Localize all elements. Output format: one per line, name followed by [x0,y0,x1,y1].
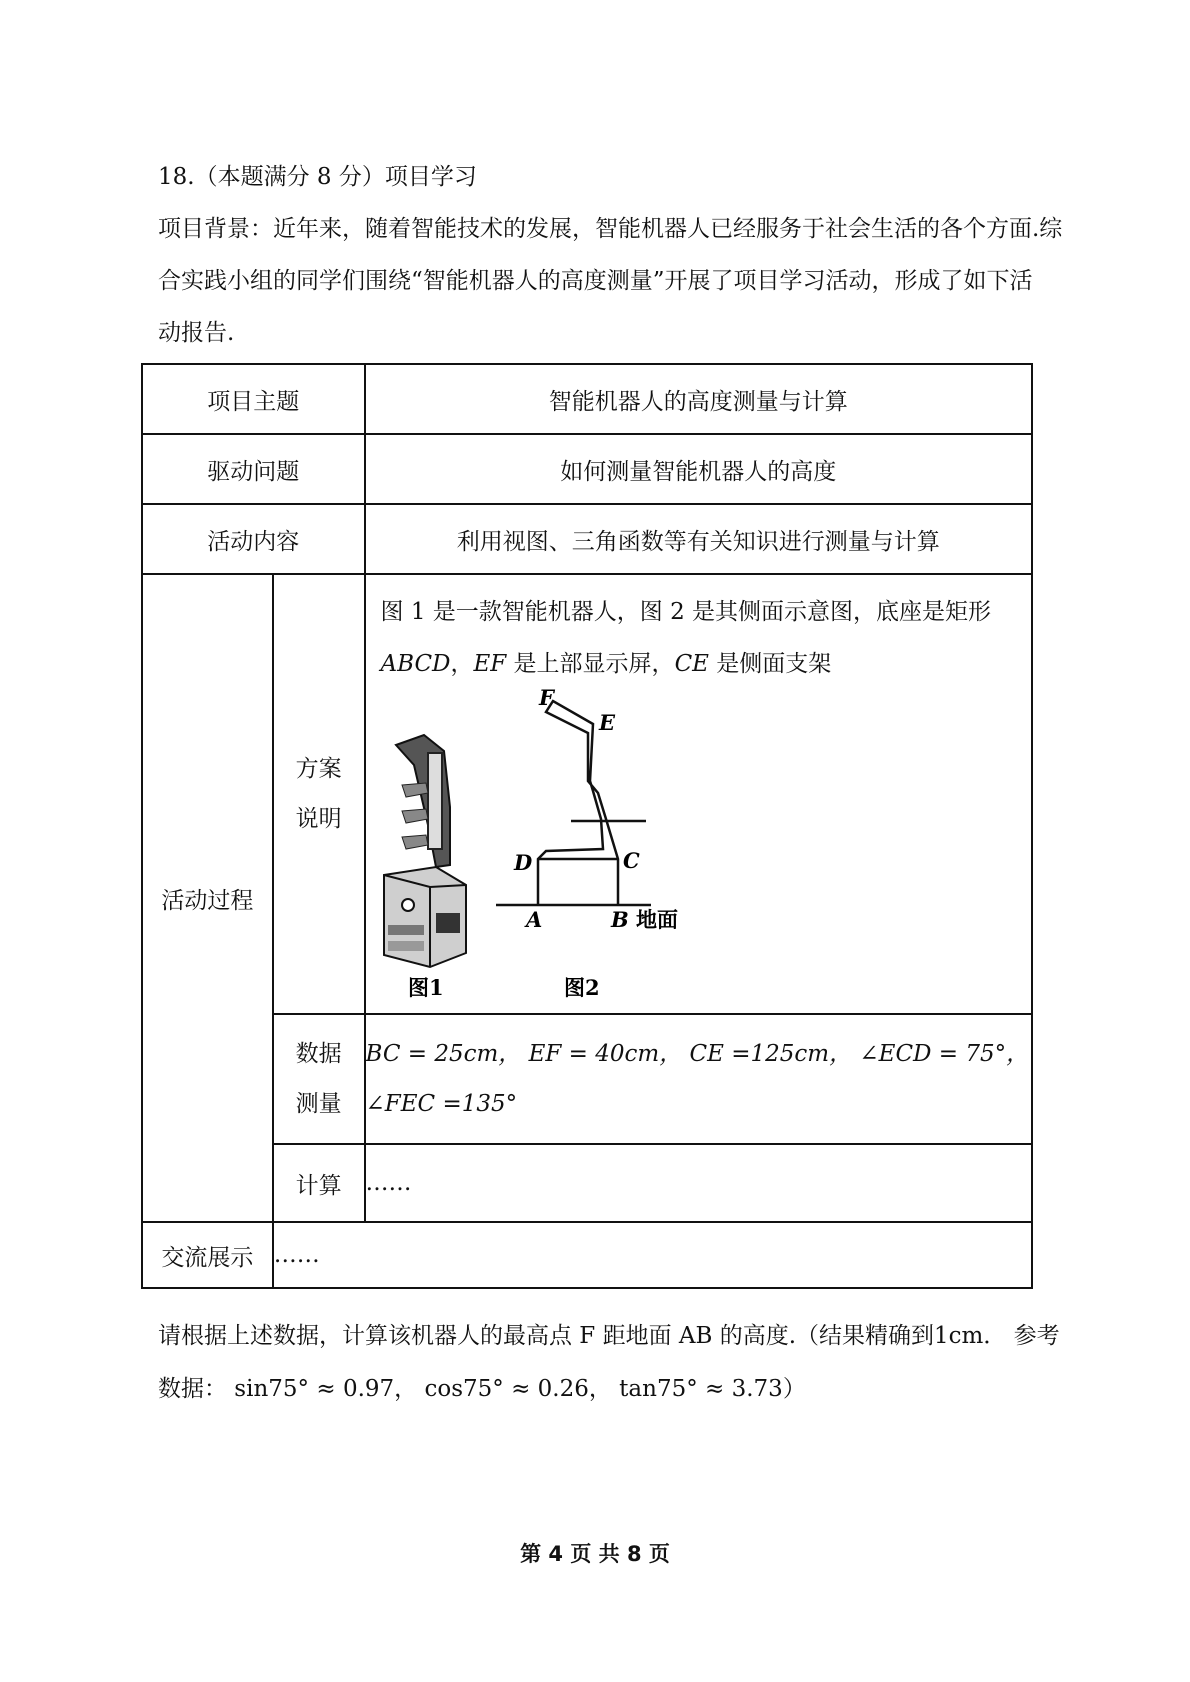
plan-comma: ， [450,651,474,677]
calc-label: 计算 [273,1144,365,1222]
background-line-2: 合实践小组的同学们围绕“智能机器人的高度测量”开展了项目学习活动，形成了如下活 [158,268,1033,294]
data-line-2: ∠FEC =135° [365,1091,518,1117]
background-line-3: 动报告. [158,320,235,346]
question-title: （本题满分 8 分）项目学习 [194,164,477,190]
label-ground: 地面 [635,907,678,932]
data-label-2: 测量 [295,1091,342,1117]
plan-text-2-end: 是侧面支架 [708,651,832,677]
content-label: 活动内容 [142,504,365,574]
plan-cell [365,574,1032,1014]
plan-text-2-mid: 是上部显示屏， [506,651,675,677]
table-row [142,364,1032,434]
instruction-line-2: 数据： sin75° ≈ 0.97， cos75° ≈ 0.26， tan75° ≈ 3.73） [158,1376,806,1402]
process-label: 活动过程 [142,574,273,1222]
topic-value: 智能机器人的高度测量与计算 [365,364,1032,434]
ce-label: CE [674,651,709,677]
table-row [142,574,1032,1014]
table-row [142,434,1032,504]
fig2-caption: 图2 [563,975,600,1000]
fig1-caption: 图1 [407,975,444,1000]
question-number: 18. [158,164,195,190]
ef-label: EF [473,651,507,677]
label-f: F [538,685,554,710]
data-label-1: 数据 [295,1041,342,1067]
plan-label-2: 说明 [295,806,342,832]
question-heading [158,158,477,191]
robot-photo [384,735,466,967]
table-row [142,1144,1032,1222]
exchange-value: …… [273,1222,1032,1288]
table-row [142,1014,1032,1144]
label-b: B [610,907,629,932]
label-e: E [598,710,615,735]
exchange-label: 交流展示 [142,1222,273,1288]
instruction-line-1: 请根据上述数据，计算该机器人的最高点 F 距地面 AB 的高度.（结果精确到1cm． 参考 [158,1323,1060,1349]
abcd-label: ABCD [380,651,451,677]
plan-label [273,574,365,1014]
plan-label-1: 方案 [295,756,342,782]
driver-label: 驱动问题 [142,434,365,504]
label-c: C [622,848,640,873]
background-line-1: 项目背景：近年来，随着智能技术的发展，智能机器人已经服务于社会生活的各个方面.综 [158,216,1063,242]
figures-svg [366,575,1035,1015]
data-cell [365,1014,1032,1144]
plan-text-1: 图 1 是一款智能机器人，图 2 是其侧面示意图，底座是矩形 [380,599,992,625]
content-value: 利用视图、三角函数等有关知识进行测量与计算 [365,504,1032,574]
data-label [273,1014,365,1144]
data-line-1: BC = 25cm， EF = 40cm， CE =125cm， ∠ECD = 75°， [365,1041,1030,1067]
driver-value: 如何测量智能机器人的高度 [365,434,1032,504]
page-footer: 第 4 页 共 8 页 [520,1542,670,1566]
table-row [142,504,1032,574]
table-row [142,1222,1032,1288]
topic-label: 项目主题 [142,364,365,434]
label-d: D [513,850,532,875]
label-a: A [525,907,542,932]
activity-report-table [141,363,1033,1289]
calc-value: …… [365,1144,1032,1222]
